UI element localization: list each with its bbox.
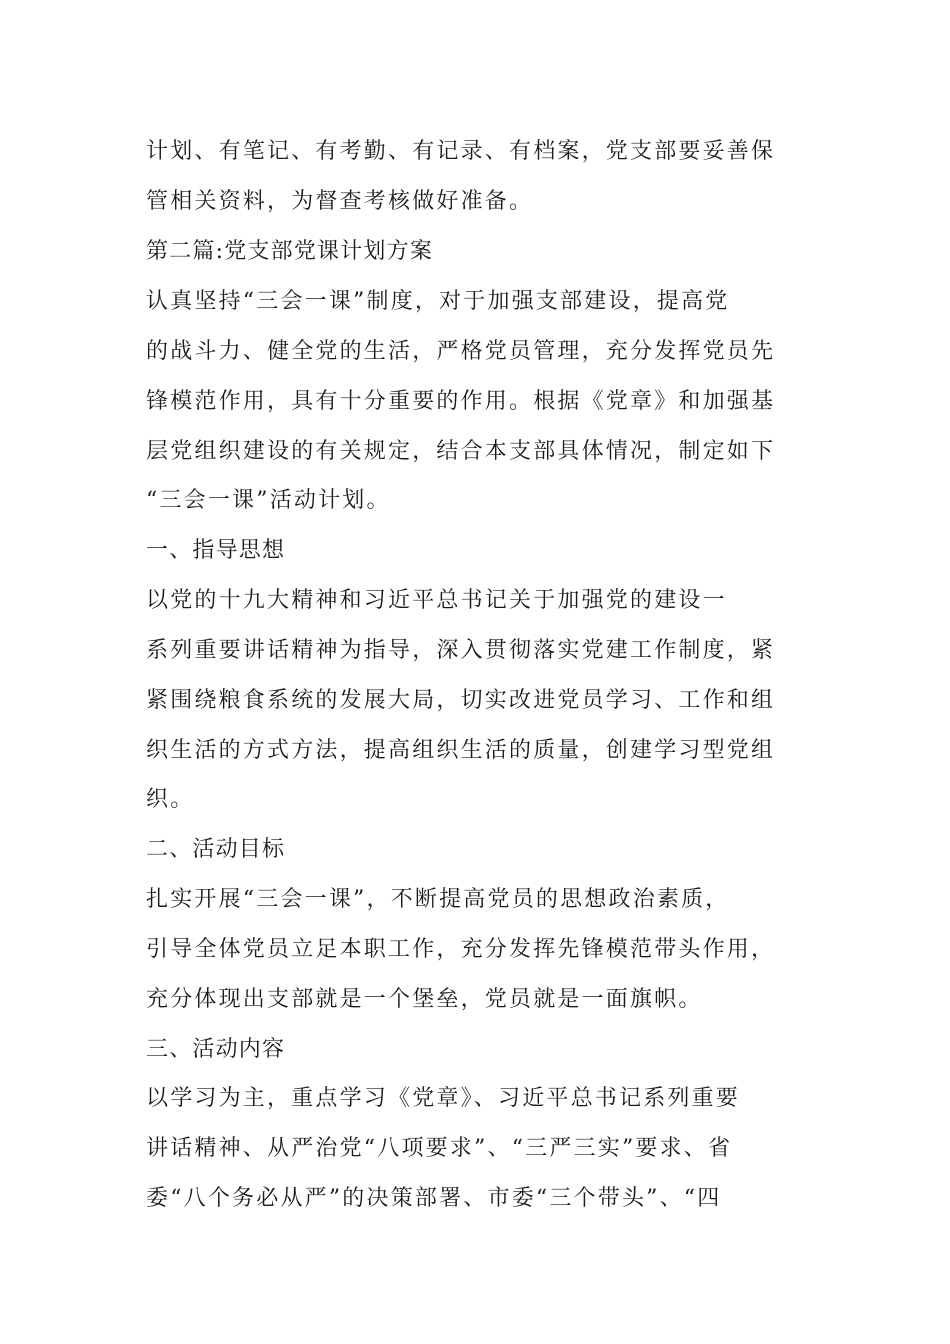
section-heading: 二、活动目标 xyxy=(146,837,286,862)
text-line: 讲话精神、从严治党“八项要求”、“三严三实”要求、省 xyxy=(146,1136,733,1161)
text-line: 委“八个务必从严”的决策部署、市委“三个带头”、“四 xyxy=(146,1186,722,1211)
text-line: 锋模范作用，具有十分重要的作用。根据《党章》和加强基 xyxy=(146,389,776,414)
text-line: 充分体现出支部就是一个堡垒，党员就是一面旗帜。 xyxy=(146,987,703,1012)
text-line: 的战斗力、健全党的生活，严格党员管理，充分发挥党员先 xyxy=(146,339,776,364)
text-line: 层党组织建设的有关规定，结合本支部具体情况，制定如下 xyxy=(146,439,776,464)
section-title: 第二篇:党支部党课计划方案 xyxy=(146,239,434,264)
text-line: 以党的十九大精神和习近平总书记关于加强党的建设一 xyxy=(146,588,727,613)
text-line: 认真坚持“三会一课”制度，对于加强支部建设，提高党 xyxy=(146,289,730,314)
text-line: 系列重要讲话精神为指导，深入贯彻落实党建工作制度，紧 xyxy=(146,638,776,663)
text-line: 管相关资料，为督查考核做好准备。 xyxy=(146,189,534,214)
text-line: 扎实开展“三会一课”，不断提高党员的思想政治素质， xyxy=(146,887,730,912)
text-line: 织。 xyxy=(146,787,195,812)
section-heading: 一、指导思想 xyxy=(146,538,286,563)
text-line: 引导全体党员立足本职工作，充分发挥先锋模范带头作用， xyxy=(146,937,776,962)
text-line: 织生活的方式方法，提高组织生活的质量，创建学习型党组 xyxy=(146,738,776,763)
text-line: 紧围绕粮食系统的发展大局，切实改进党员学习、工作和组 xyxy=(146,688,776,713)
text-line: 计划、有笔记、有考勤、有记录、有档案，党支部要妥善保 xyxy=(146,139,776,164)
text-line: 以学习为主，重点学习《党章》、习近平总书记系列重要 xyxy=(146,1086,741,1111)
section-heading: 三、活动内容 xyxy=(146,1037,286,1062)
text-line: “三会一课”活动计划。 xyxy=(146,488,391,513)
